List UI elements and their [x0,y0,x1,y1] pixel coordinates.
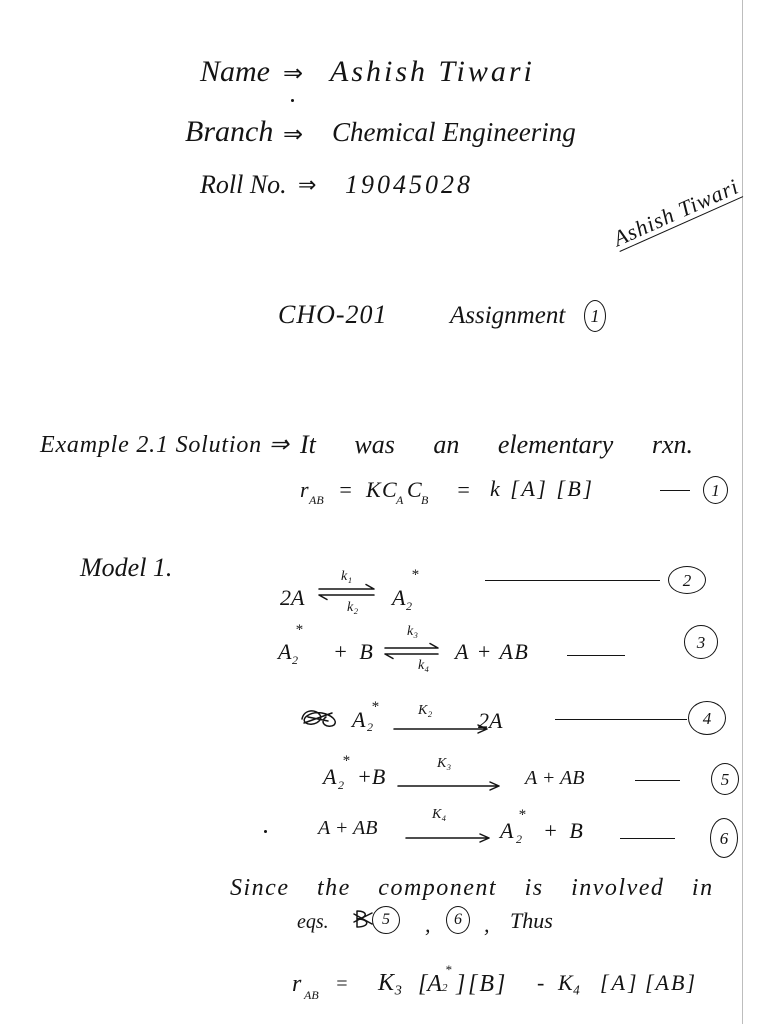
equation-dash [555,719,687,720]
conclusion-text: Since the component is involved in [230,875,714,901]
species-subscript: 2 [406,599,412,613]
separator: , [484,912,490,937]
forward-rate-constant: k₃ [407,624,419,639]
final-rate-minus: - [537,970,545,995]
final-rate-term-3: [A] [600,970,640,995]
reaction-rhs-rest: + B [543,818,583,843]
equation-dash [635,780,680,781]
reaction-arrow-icon [392,723,490,735]
species-superscript: * [371,699,379,715]
equation-dash [485,580,660,581]
equation-dash [620,838,675,839]
rate-law-conc-a-subscript: A [396,493,404,507]
scribble-mark-icon [352,908,374,930]
species-subscript: 2 [516,832,522,846]
branch-label: Branch [185,115,274,148]
equation-tag: 3 [684,625,718,659]
rate-law-conc-a: C [382,477,397,502]
name-label: Name [200,55,270,88]
name-value: Ashish Tiwari [330,55,535,88]
species-subscript: 2 [338,778,344,792]
equation-reference: 5 [372,906,400,934]
reaction-rhs: A + AB [525,767,585,789]
reaction-rhs: A [500,818,514,843]
equation-dash [567,655,625,656]
reaction-lhs: A [323,764,337,789]
final-rate-term-2: [B] [468,971,508,997]
species-superscript: * [518,807,526,823]
final-rate-term-1-close: ] [456,971,466,997]
name-arrow: ⇒ [283,59,304,87]
thus-label: Thus [510,908,553,933]
equation-tag: 2 [668,566,706,594]
final-rate-lhs-subscript: AB [304,988,319,1002]
equation-tag: 5 [711,763,739,795]
final-rate-term-1-open: [A [418,971,442,997]
page-edge-line [742,0,743,1024]
reaction-arrow-icon [396,780,502,792]
forward-rate-constant: k₁ [341,569,353,584]
species-subscript: 2 [367,720,373,734]
scribble-mark-icon [298,707,342,729]
final-rate-term-4: [AB] [645,970,697,995]
example-statement: It was an elementary rxn. [300,430,694,459]
species-superscript: * [342,753,350,769]
rate-law-conc-b-subscript: B [421,493,429,507]
equation-reference: 6 [446,906,470,934]
ink-dot [291,99,294,102]
ink-dot [264,830,267,833]
species-subscript: 2 [292,653,298,667]
course-code: CHO-201 [278,300,388,329]
branch-value: Chemical Engineering [332,117,576,147]
rate-constant: K₃ [437,756,452,771]
reaction-lhs-rest: +B [357,764,386,789]
species-superscript: * [295,622,303,638]
reaction-arrow-icon [404,832,492,844]
equations-label: eqs. [297,911,329,933]
equation-tag: 4 [688,701,726,735]
assignment-label: Assignment [450,302,566,329]
equation-tag: 6 [710,818,738,858]
reaction-lhs-rest: + B [333,639,373,664]
rate-law-rhs: k [A] [B] [490,476,595,501]
reaction-lhs: A [352,707,366,732]
reaction-lhs: A + AB [318,817,378,839]
reaction-lhs: 2A [280,585,305,610]
final-rate-equals: = [335,973,349,995]
reaction-rhs: A + AB [455,639,530,664]
reaction-rhs: A [392,585,406,610]
rate-law-equals-2: = [456,477,471,502]
equilibrium-arrow-icon [316,583,378,601]
species-superscript: * [411,567,419,583]
species-superscript: * [445,962,452,977]
reaction-rhs: 2A [478,708,503,733]
final-rate-constant-1: K₃ [378,970,403,996]
rate-constant: K₄ [432,807,447,822]
example-heading: Example 2.1 Solution ⇒ [40,432,290,458]
final-rate-constant-2: K₄ [558,970,581,995]
signature: Ashish Tiwari [609,173,743,252]
rate-law-conc-b: C [407,477,422,502]
separator: , [425,912,431,937]
rate-law-constant: K [366,477,381,502]
equilibrium-arrow-icon [382,642,442,660]
reverse-rate-constant: k₄ [418,658,430,673]
rate-law-lhs: r [300,477,309,502]
rate-law-lhs-subscript: AB [309,493,324,507]
final-rate-lhs: r [292,971,302,997]
rate-constant: K₂ [418,703,433,718]
species-subscript: 2 [442,982,448,994]
equation-tag: 1 [703,476,728,504]
reverse-rate-constant: k₂ [347,600,359,615]
roll-label: Roll No. [200,170,287,199]
rate-law-equals: = [338,477,353,502]
reaction-lhs: A [278,639,292,664]
assignment-number: 1 [584,300,606,332]
roll-arrow: ⇒ [298,173,317,198]
roll-value: 19045028 [345,170,473,199]
branch-arrow: ⇒ [283,120,304,148]
model-heading: Model 1. [80,553,173,582]
equation-dash [660,490,690,491]
